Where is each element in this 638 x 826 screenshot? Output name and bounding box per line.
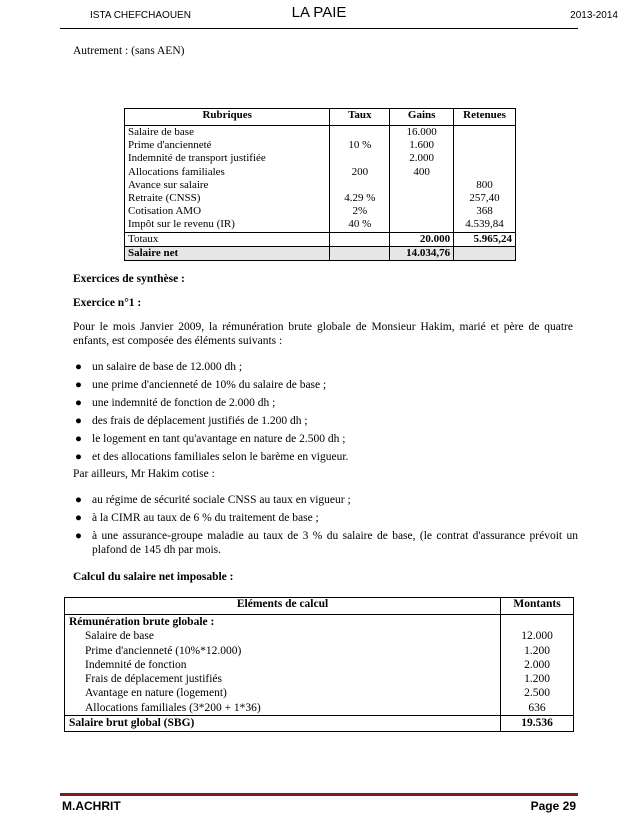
element-item: Allocations familiales (3*200 + 1*36) (85, 701, 261, 714)
bullet-icon: ● (75, 433, 82, 445)
payslip-table (124, 108, 516, 261)
header-title: LA PAIE (291, 4, 347, 21)
montant-value: 12.000 (521, 630, 553, 643)
synthese-title: Exercices de synthèse : (73, 273, 185, 285)
taux-value (333, 179, 386, 192)
col-header-taux: Taux (330, 109, 390, 126)
totals-label: Totaux (125, 232, 330, 246)
net-salary-value: 14.034,76 (390, 246, 454, 260)
retenue-value: 4.539,84 (465, 218, 504, 231)
list-item: ● un salaire de base de 12.000 dh ; (75, 361, 243, 373)
bullet-icon: ● (75, 397, 82, 409)
net-salary-label: Salaire net (125, 246, 330, 260)
list-item: ● des frais de déplacement justifiés de 1.200 dh ; (75, 415, 308, 427)
table-body-row (65, 615, 574, 716)
elements-cell (65, 615, 501, 716)
retenue-value (457, 152, 512, 165)
col-header-rubriques: Rubriques (125, 109, 330, 126)
rubrique-item: Prime d'ancienneté (128, 139, 212, 152)
cotise-intro: Par ailleurs, Mr Hakim cotise : (73, 468, 215, 480)
net-taux-empty (330, 246, 390, 260)
retenue-value (457, 126, 512, 139)
bullet-icon: ● (75, 530, 82, 542)
retenue-value (457, 139, 512, 152)
totals-taux-empty (330, 232, 390, 246)
element-item: Prime d'ancienneté (10%*12.000) (85, 644, 242, 657)
gain-value: 400 (413, 165, 430, 178)
montant-value: 636 (528, 701, 546, 714)
col-header-elements: Eléments de calcul (65, 598, 501, 615)
retenue-value (457, 166, 512, 179)
list-item: ● et des allocations familiales selon le barème en vigueur. (75, 451, 349, 463)
totals-row (125, 232, 516, 246)
calcul-table (64, 597, 574, 732)
montant-value: 2.000 (524, 658, 550, 671)
element-item: Avantage en nature (logement) (85, 687, 227, 700)
element-item: Salaire de base (85, 630, 154, 643)
header-year: 2013-2014 (570, 10, 618, 21)
group-label: Rémunération brute globale : (69, 616, 215, 628)
gain-value: 16.000 (406, 126, 437, 138)
taux-value: 10 % (348, 139, 372, 152)
net-retenues-empty (454, 246, 516, 260)
taux-value: 2% (352, 205, 368, 218)
elements-list (73, 360, 578, 468)
total-row (65, 716, 574, 732)
net-salary-row (125, 246, 516, 260)
montant-value: 1.200 (524, 644, 550, 657)
exercice-title: Exercice n°1 : (73, 297, 142, 309)
footer-page-number: Page 29 (530, 799, 576, 813)
bullet-icon: ● (75, 494, 82, 506)
taux-value (333, 152, 386, 165)
element-item: Indemnité de fonction (85, 658, 187, 671)
rubrique-item: Cotisation AMO (128, 205, 202, 218)
list-item: ● à la CIMR au taux de 6 % du traitement de base ; (75, 512, 319, 524)
rubrique-item: Salaire de base (128, 126, 194, 138)
table-body-row (125, 126, 516, 233)
col-header-retenues: Retenues (454, 109, 516, 126)
exercice-text: Pour le mois Janvier 2009, la rémunération brute globale de Monsieur Hakim, marié et père de quatre enfants, est composée des éléments suivants : (73, 321, 573, 347)
gain-value (393, 218, 450, 231)
taux-value: 40 % (348, 218, 372, 231)
rubrique-item: Impôt sur le revenu (IR) (128, 218, 235, 231)
calcul-title: Calcul du salaire net imposable : (73, 571, 234, 583)
total-value: 19.536 (501, 716, 574, 732)
retenue-value: 257,40 (469, 191, 500, 204)
table-header-row (125, 109, 516, 126)
footer-author: M.ACHRIT (62, 799, 121, 813)
footer-divider (60, 793, 578, 796)
header-divider (60, 28, 578, 29)
montant-value: 2.500 (524, 687, 550, 700)
taux-value: 4.29 % (344, 191, 376, 204)
retenues-cell (454, 126, 516, 233)
retenue-value: 368 (476, 205, 493, 218)
list-item: ● le logement en tant qu'avantage en nature de 2.500 dh ; (75, 433, 346, 445)
rubrique-item: Indemnité de transport justifiée (128, 152, 266, 165)
retenue-value: 800 (476, 178, 493, 191)
gain-value (393, 179, 450, 192)
page-header (0, 4, 638, 28)
gain-value: 2.000 (409, 152, 435, 165)
list-item: ● une prime d'ancienneté de 10% du salaire de base ; (75, 379, 327, 391)
col-header-montants: Montants (501, 598, 574, 615)
bullet-icon: ● (75, 512, 82, 524)
rubrique-item: Allocations familiales (128, 165, 225, 178)
total-label: Salaire brut global (SBG) (65, 716, 501, 732)
taux-value (333, 126, 386, 139)
table-header-row (65, 598, 574, 615)
rubriques-cell (125, 126, 330, 233)
bullet-icon: ● (75, 451, 82, 463)
gain-value: 1.600 (409, 139, 435, 152)
list-item: ● à une assurance-groupe maladie au taux de 3 % du salaire de base, (le contrat d'assurance prévoit un plafond de 145 dh par mois. (75, 530, 578, 556)
gains-cell (390, 126, 454, 233)
header-school: ISTA CHEFCHAOUEN (90, 10, 191, 21)
gain-value (393, 205, 450, 218)
bullet-icon: ● (75, 379, 82, 391)
intro-text: Autrement : (sans AEN) (73, 45, 185, 57)
taux-value: 200 (351, 165, 369, 178)
bullet-icon: ● (75, 361, 82, 373)
list-item: ● au régime de sécurité sociale CNSS au taux en vigueur ; (75, 494, 351, 506)
list-item: ● une indemnité de fonction de 2.000 dh ; (75, 397, 276, 409)
montant-value: 1.200 (524, 673, 550, 686)
element-item: Frais de déplacement justifiés (85, 673, 223, 686)
totals-retenues: 5.965,24 (454, 232, 516, 246)
montants-cell (501, 615, 574, 716)
gain-value (393, 192, 450, 205)
totals-gains: 20.000 (390, 232, 454, 246)
rubrique-item: Retraite (CNSS) (128, 191, 201, 204)
taux-cell (330, 126, 390, 233)
cotisations-list (73, 493, 578, 561)
col-header-gains: Gains (390, 109, 454, 126)
rubrique-item: Avance sur salaire (128, 178, 209, 191)
bullet-icon: ● (75, 415, 82, 427)
